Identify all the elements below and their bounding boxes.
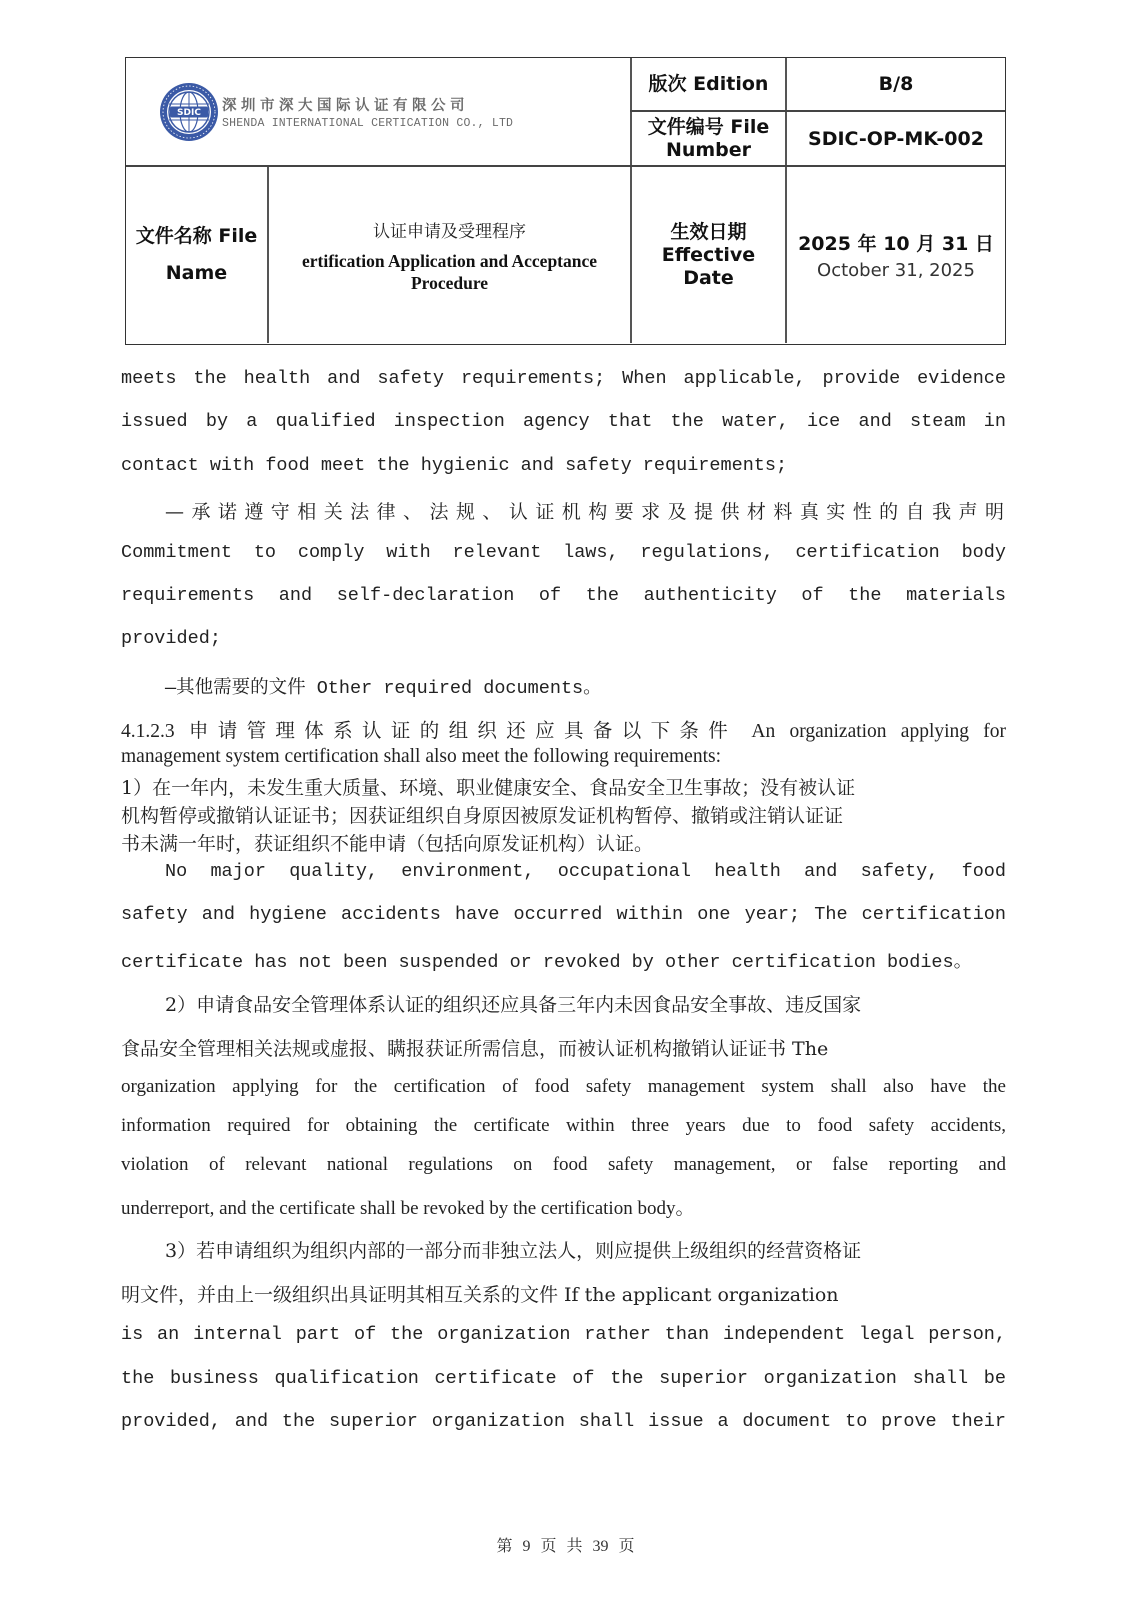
document-title-cn: 认证申请及受理程序 xyxy=(373,221,526,242)
file-number-value-cell xyxy=(787,112,1005,165)
company-logo-icon xyxy=(158,81,220,143)
body-line: safety and hygiene accidents have occurred within one year; The certification xyxy=(121,904,1006,925)
edition-label: 版次 Edition xyxy=(648,72,769,95)
file-number-value: SDIC-OP-MK-002 xyxy=(808,127,984,150)
body-line: —其他需要的文件 Other required documents。 xyxy=(165,678,602,699)
body-line: violation of relevant national regulations on food safety management, or false reporting and xyxy=(121,1154,1006,1175)
file-number-label: 文件编号 File xyxy=(647,115,770,138)
body-line: provided, and the superior organization shall issue a document to prove their xyxy=(121,1411,1006,1432)
company-name-en: SHENDA INTERNATIONAL CERTICATION CO., LTD xyxy=(222,117,514,130)
body-line: 书未满一年时，获证组织不能申请（包括向原发证机构）认证。 xyxy=(121,833,654,855)
effective-date-value-cell xyxy=(787,167,1005,343)
edition-value-cell xyxy=(787,58,1005,110)
document-title-en-2: Procedure xyxy=(410,272,489,293)
effective-date-cn: 2025 年 10 月 31 日 xyxy=(798,233,994,255)
body-line: management system certification shall also meet the following requirements: xyxy=(121,746,721,767)
page-number-footer: 第 9 页 共 39 页 xyxy=(496,1538,635,1555)
svg-text:SDIC: SDIC xyxy=(177,108,201,118)
section-heading-4-1-2-3: 4.1.2.3 申请管理体系认证的组织还应具备以下条件 An organization applying for xyxy=(121,721,1006,742)
body-line: underreport, and the certificate shall be revoked by the certification body。 xyxy=(121,1198,695,1219)
body-line: No major quality, environment, occupational health and safety, food xyxy=(165,861,1006,882)
file-name-label: 文件名称 File xyxy=(135,225,258,247)
effective-date-label-cell xyxy=(632,167,785,343)
effective-date-label: 生效日期 xyxy=(670,220,747,243)
edition-value: B/8 xyxy=(878,73,914,95)
file-name-label-2: Name xyxy=(165,262,228,284)
body-line: is an internal part of the organization rather than independent legal person, xyxy=(121,1324,1006,1345)
file-number-label-2: Number xyxy=(665,138,752,161)
body-line: information required for obtaining the certificate within three years due to food safety accidents, xyxy=(121,1115,1006,1136)
file-name-value-cell xyxy=(269,167,630,343)
body-line: contact with food meet the hygienic and safety requirements; xyxy=(121,455,788,476)
effective-date-label-2: Effective xyxy=(661,243,756,266)
body-line: organization applying for the certification of food safety management system shall also have the xyxy=(121,1076,1006,1097)
effective-date-label-3: Date xyxy=(683,266,734,289)
body-line: requirements and self-declaration of the authenticity of the materials xyxy=(121,585,1006,606)
body-line: 1）在一年内，未发生重大质量、环境、职业健康安全、食品安全卫生事故；没有被认证 xyxy=(121,777,856,799)
document-title-en: ertification Application and Acceptance xyxy=(301,250,598,271)
file-name-label-cell xyxy=(126,167,267,343)
effective-date-en: October 31, 2025 xyxy=(817,260,975,281)
body-line: meets the health and safety requirements; When applicable, provide evidence xyxy=(121,368,1006,389)
body-line: provided; xyxy=(121,628,221,649)
edition-label-cell xyxy=(632,58,785,110)
body-line: the business qualification certificate of the superior organization shall be xyxy=(121,1368,1006,1389)
body-line: 3）若申请组织为组织内部的一部分而非独立法人，则应提供上级组织的经营资格证 xyxy=(165,1240,862,1262)
company-name-cn: 深圳市深大国际认证有限公司 xyxy=(222,97,469,114)
body-line: 2）申请食品安全管理体系认证的组织还应具备三年内未因食品安全事故、违反国家 xyxy=(165,994,862,1016)
body-line: Commitment to comply with relevant laws, regulations, certification body xyxy=(121,542,1006,563)
body-line: 明文件，并由上一级组织出具证明其相互关系的文件 If the applicant organization xyxy=(121,1284,839,1306)
company-logo-block xyxy=(126,58,632,166)
body-line: 机构暂停或撤销认证证书；因获证组织自身原因被原发证机构暂停、撤销或注销认证证 xyxy=(121,805,844,827)
body-line: —承诺遵守相关法律、法规、认证机构要求及提供材料真实性的自我声明 xyxy=(165,501,1006,523)
body-line: issued by a qualified inspection agency that the water, ice and steam in xyxy=(121,411,1006,432)
file-number-label-cell xyxy=(632,112,785,165)
body-line: certificate has not been suspended or revoked by other certification bodies。 xyxy=(121,952,973,973)
body-line: 食品安全管理相关法规或虚报、瞒报获证所需信息，而被认证机构撤销认证证书 The xyxy=(121,1038,829,1060)
document-header-table xyxy=(125,57,1006,345)
